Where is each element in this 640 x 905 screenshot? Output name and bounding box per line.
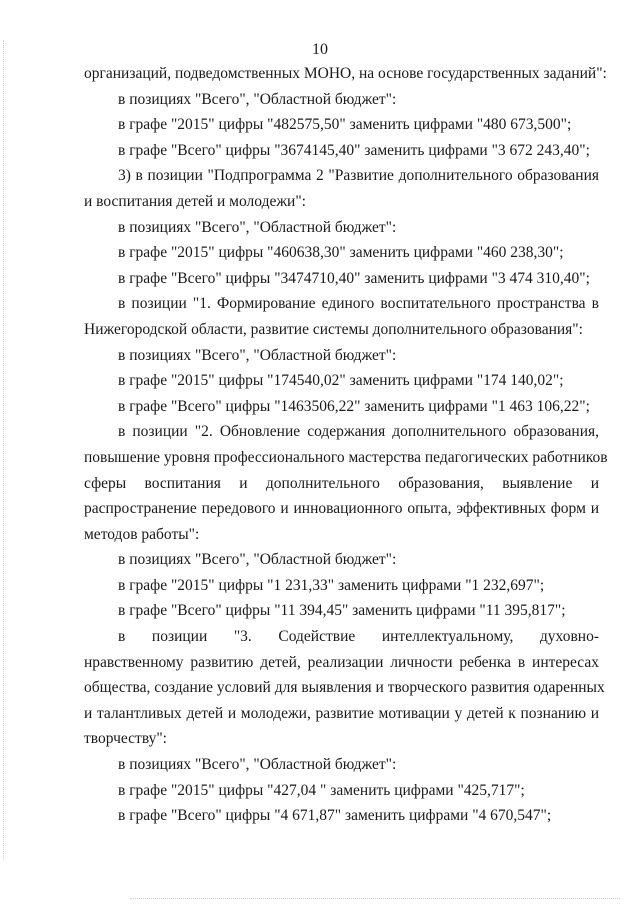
- page-number: 10: [312, 41, 328, 58]
- text-line: нравственному развитию детей, реализации личности ребенка в интересах: [84, 653, 599, 671]
- text-line: Нижегородской области, развитие системы дополнительного образования":: [84, 320, 583, 338]
- text-line: в позициях "Всего", "Областной бюджет":: [118, 551, 397, 569]
- document-body: [84, 61, 608, 829]
- scan-edge-dots-left: [3, 40, 5, 860]
- text-line: творчеству":: [84, 730, 167, 748]
- text-line: сферы воспитания и дополнительного образования, выявление и: [84, 474, 599, 492]
- text-line: методов работы":: [84, 525, 200, 543]
- text-line: в позициях "Всего", "Областной бюджет":: [118, 218, 397, 236]
- text-line: в графе "Всего" цифры "11 394,45" заменить цифрами "11 395,817";: [118, 602, 566, 620]
- text-line: в графе "Всего" цифры "4 671,87" заменить цифрами "4 670,547";: [118, 807, 552, 825]
- text-line: в графе "Всего" цифры "1463506,22" заменить цифрами "1 463 106,22";: [118, 397, 590, 415]
- text-line: в позициях "Всего", "Областной бюджет":: [118, 756, 397, 774]
- text-line: в позициях "Всего", "Областной бюджет":: [118, 346, 397, 364]
- text-line: и талантливых детей и молодежи, развитие мотивации у детей к познанию и: [84, 704, 599, 722]
- text-line: в графе "Всего" цифры "3674145,40" заменить цифрами "3 672 243,40";: [118, 141, 590, 159]
- scan-edge-dots-bottom: [130, 898, 620, 900]
- text-line: распространение передового и инновационного опыта, эффективных форм и: [84, 500, 599, 518]
- text-line: в графе "2015" цифры "482575,50" заменить цифрами "480 673,500";: [118, 116, 572, 134]
- text-line: в позиции "1. Формирование единого воспитательного пространства в: [118, 295, 599, 313]
- text-line: повышение уровня профессионального мастерства педагогических работников: [84, 448, 608, 466]
- text-line: 3) в позиции "Подпрограмма 2 "Развитие дополнительного образования: [118, 167, 599, 185]
- text-line: в графе "2015" цифры "427,04 " заменить цифрами "425,717";: [118, 781, 525, 799]
- text-line: в графе "2015" цифры "174540,02" заменить цифрами "174 140,02";: [118, 372, 564, 390]
- text-line: общества, создание условий для выявления и творческого развития одаренных: [84, 679, 605, 697]
- text-line: в графе "2015" цифры "460638,30" заменить цифрами "460 238,30";: [118, 244, 564, 262]
- text-line: и воспитания детей и молодежи":: [84, 192, 306, 210]
- text-line: в графе "2015" цифры "1 231,33" заменить цифрами "1 232,697";: [118, 576, 545, 594]
- text-line: в позиции "3. Содействие интеллектуальному, духовно-: [118, 628, 599, 646]
- text-line: в позициях "Всего", "Областной бюджет":: [118, 90, 397, 108]
- text-line: организаций, подведомственных МОНО, на основе государственных заданий":: [84, 65, 607, 82]
- text-line: в позиции "2. Обновление содержания дополнительного образования,: [118, 423, 599, 441]
- text-line: в графе "Всего" цифры "3474710,40" заменить цифрами "3 474 310,40";: [118, 269, 590, 287]
